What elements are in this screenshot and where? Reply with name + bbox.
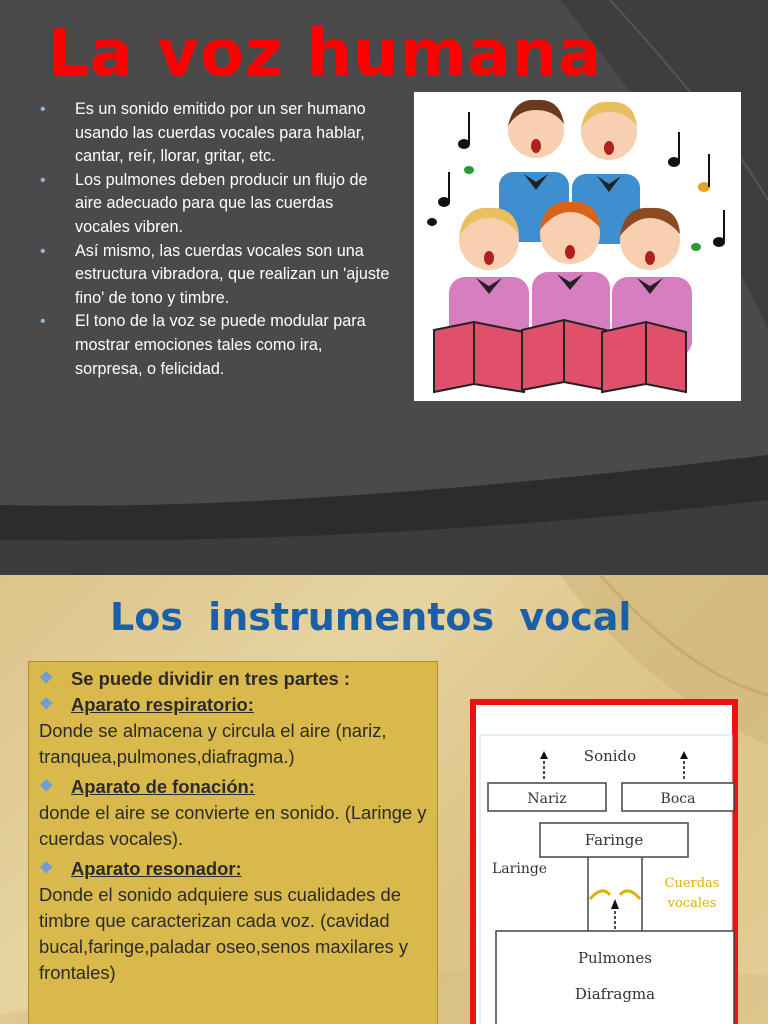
bullet-text: Así mismo, las cuerdas vocales son una estructura vibradora, que realizan un 'ajuste fino' de tono y timbre. — [75, 241, 390, 307]
bullet-text: El tono de la voz se puede modular para mostrar emociones tales como ira, sorpresa, o felicidad. — [75, 312, 366, 378]
content-textbox — [28, 661, 438, 1024]
section-heading: ❖ Aparato respiratorio: — [39, 692, 429, 718]
label-boca: Boca — [660, 791, 696, 807]
bullet-icon: • — [40, 171, 46, 189]
slide-title: La voz humana — [48, 17, 603, 91]
vocal-apparatus-diagram — [470, 699, 738, 1024]
bullet-text: Es un sonido emitido por un ser humano usando las cuerdas vocales para hablar, cantar, reír, llorar, gritar, etc. — [75, 100, 366, 166]
section-body: Donde se almacena y circula el aire (nariz, tranquea,pulmones,diafragma.) — [39, 720, 387, 767]
bullet-icon: • — [40, 313, 46, 331]
section-heading: ❖ Aparato de fonación: — [39, 774, 429, 800]
slide-title: Los instrumentos vocal — [110, 595, 632, 639]
bullet-icon: • — [40, 101, 46, 118]
label-faringe: Faringe — [584, 831, 644, 849]
section-body: Donde el sonido adquiere sus cualidades de timbre que caracterizan cada voz. (cavidad bucal,faringe,paladar oseo,senos maxilares y frontales) — [39, 884, 409, 983]
diamond-bullet-icon: ❖ — [39, 696, 54, 713]
diamond-bullet-icon: ❖ — [39, 670, 54, 687]
label-laringe: Laringe — [492, 861, 548, 877]
bullet-list — [40, 98, 392, 381]
list-item — [40, 240, 392, 311]
label-pulmones: Pulmones — [577, 949, 653, 967]
label-sonido: Sonido — [583, 747, 637, 765]
label-cuerdas: Cuerdas — [664, 876, 720, 891]
list-item — [40, 169, 392, 240]
diamond-bullet-icon: ❖ — [39, 860, 54, 877]
label-diafragma: Diafragma — [574, 985, 656, 1003]
intro-line: ❖ Se puede dividir en tres partes : — [39, 666, 429, 692]
label-vocales: vocales — [667, 896, 717, 911]
bullet-icon: • — [40, 242, 46, 260]
list-item — [40, 310, 392, 381]
section-body: donde el aire se convierte en sonido. (Laringe y cuerdas vocales). — [39, 802, 427, 849]
diamond-bullet-icon: ❖ — [39, 778, 54, 795]
label-nariz: Nariz — [527, 791, 567, 807]
slide-instrumentos-vocal — [0, 575, 768, 1024]
section-heading: ❖ Aparato resonador: — [39, 856, 429, 882]
list-item — [40, 98, 392, 169]
choir-singers-illustration — [414, 92, 741, 401]
bullet-text: Los pulmones deben producir un flujo de aire adecuado para que las cuerdas vocales vibren. — [75, 170, 368, 236]
